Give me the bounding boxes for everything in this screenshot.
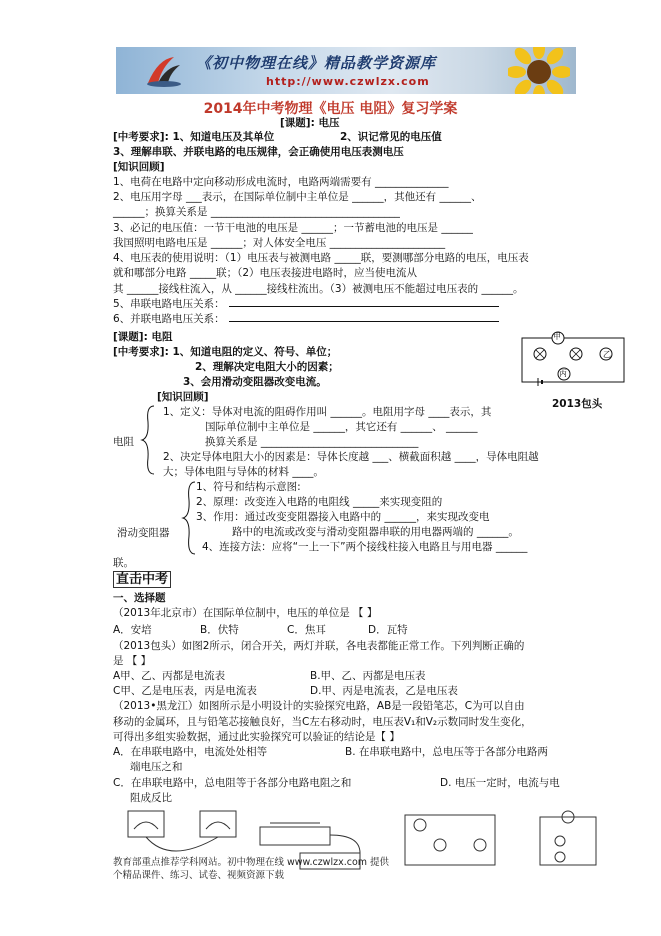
requirement-2a: [中考要求]: 1、知道电阻的定义、符号、单位； bbox=[113, 346, 338, 358]
question-3: 3、必记的电压值：一节干电池的电压是 ______；一节蓄电池的电压是 ______ bbox=[113, 222, 473, 234]
requirement-1b: 2、识记常见的电压值 bbox=[340, 131, 442, 143]
brace-rheostat-icon bbox=[181, 480, 197, 556]
rheostat-label: 滑动变阻器 bbox=[117, 527, 170, 539]
question-5: 5、串联电路电压关系： bbox=[113, 298, 499, 311]
mc2-option-c: C甲、乙是电压表，丙是电流表 bbox=[113, 685, 257, 697]
rheostat-4: 4、连接方法：应将“一上一下”两个接线柱接入电路且与用电器 ______ bbox=[202, 541, 528, 553]
mc3-option-d: D. 电压一定时，电流与电 bbox=[440, 777, 560, 789]
mc3-option-b2: 端电压之和 bbox=[130, 761, 183, 773]
circuit-label-a: 甲 bbox=[553, 332, 561, 341]
choice-heading: 一、选择题 bbox=[113, 592, 166, 604]
knowledge-review-1: [知识回顾] bbox=[113, 161, 165, 173]
banner-title: 《初中物理在线》精品教学资源库 bbox=[196, 54, 437, 72]
topic-resistance: [课题]: 电阻 bbox=[113, 331, 173, 343]
question-6: 6、并联电路电压关系： bbox=[113, 313, 499, 326]
question-2: 2、电压用字母 ___表示，在国际单位制中主单位是 ______，其他还有 ______、 bbox=[113, 191, 482, 203]
requirement-2b: 2、理解决定电阻大小的因素； bbox=[195, 361, 339, 373]
requirement-1c: 3、理解串联、并联电路的电压规律，会正确使用电压表测电压 bbox=[113, 146, 404, 158]
site-logo-icon bbox=[144, 53, 184, 89]
mc1-option-b: B．伏特 bbox=[200, 624, 239, 636]
resistance-1: 1、定义：导体对电流的阻碍作用叫 ______。电阻用字母 ____表示，其 bbox=[163, 406, 492, 418]
mc2-option-a: A甲、乙、丙都是电流表 bbox=[113, 670, 226, 682]
mc2-option-b: B.甲、乙、丙都是电压表 bbox=[310, 670, 426, 682]
mc3-stem: （2013•黑龙江）如图所示是小明设计的实验探究电路，AB是一段铅笔芯，C为可以自由 bbox=[113, 700, 525, 712]
requirement-2c: 3、会用滑动变阻器改变电流。 bbox=[183, 376, 327, 388]
sunflower-icon bbox=[508, 47, 570, 94]
knowledge-review-2: [知识回顾] bbox=[157, 391, 209, 403]
resistance-2: 2、决定导体电阻大小的因素是：导体长度越 ___、横截面积越 ____，导体电阻越 bbox=[163, 451, 539, 463]
brace-resistance-icon bbox=[140, 404, 156, 476]
question-1: 1、电荷在电路中定向移动形成电流时，电路两端需要有 ______________ bbox=[113, 176, 449, 188]
circuit-caption: 2013包头 bbox=[552, 398, 603, 410]
footer-line-2: 个精品课件、练习、试卷、视频资源下载 bbox=[113, 870, 285, 881]
mc2-stem-b: 是 【 】 bbox=[113, 655, 152, 667]
resistance-2b: 大；导体电阻与导体的材料 ____。 bbox=[163, 466, 324, 478]
requirement-1a: [中考要求]: 1、知道电压及其单位 bbox=[113, 131, 275, 143]
circuit-diagram bbox=[518, 330, 628, 390]
resistance-1b: 国际单位制中主单位是 ______，其它还有 ______、 ______ bbox=[205, 421, 478, 433]
rheostat-3b: 路中的电流或改变与滑动变阻器串联的用电器两端的 ______。 bbox=[232, 526, 519, 538]
section-heading: 直击中考 bbox=[113, 572, 171, 588]
circuit-label-b: 乙 bbox=[603, 350, 611, 359]
question-3b: 我国照明电路电压是 ______；对人体安全电压 ______________________ bbox=[113, 237, 446, 249]
mc1-stem: （2013年北京市）在国际单位制中，电压的单位是 【 】 bbox=[113, 607, 378, 619]
banner-url[interactable]: http://www.czwlzx.com bbox=[266, 75, 430, 88]
header-banner bbox=[116, 47, 576, 94]
mc1-option-d: D．瓦特 bbox=[368, 624, 408, 636]
mc2-option-d: D.甲、丙是电流表，乙是电压表 bbox=[310, 685, 458, 697]
question-4c: 其 ______接线柱流入，从 ______接线柱流出。（3）被测电压不能超过电压表的 ______。 bbox=[113, 283, 524, 295]
question-4: 4、电压表的使用说明：（1）电压表与被测电路 _____联，要测哪部分电路的电压，电压表 bbox=[113, 252, 529, 264]
question-2b: ______；换算关系是 ____________________________________ bbox=[113, 206, 400, 218]
question-4b: 就和哪部分电路 _____联；（2）电压表接进电路时，应当使电流从 bbox=[113, 267, 418, 279]
rheostat-1: 1、符号和结构示意图: bbox=[196, 481, 301, 493]
document-title: 2014年中考物理《电压 电阻》复习学案 bbox=[203, 101, 458, 117]
mc3-option-a: A．在串联电路中，电流处处相等 bbox=[113, 746, 268, 758]
footer-line-1: 教育部重点推荐学科网站。初中物理在线 www.czwlzx.com 提供 bbox=[113, 857, 390, 868]
rheostat-4b: 联。 bbox=[113, 557, 134, 569]
mc2-stem: （2013包头）如图2所示，闭合开关，两灯并联，各电表都能正常工作。下列判断正确的 bbox=[113, 640, 525, 652]
mc3-option-b: B. 在串联电路中，总电压等于各部分电路两 bbox=[345, 746, 548, 758]
rheostat-3: 3、作用：通过改变变阻器接入电路中的 ______，来实现改变电 bbox=[196, 511, 490, 523]
mc1-option-a: A．安培 bbox=[113, 624, 152, 636]
circuit-label-c: 丙 bbox=[559, 369, 567, 378]
mc1-option-c: C．焦耳 bbox=[287, 624, 326, 636]
resistance-label: 电阻 bbox=[113, 436, 134, 448]
rheostat-2: 2、原理：改变连入电路的电阻线 _____来实现变阻的 bbox=[196, 496, 443, 508]
mc3-stem-b: 移动的金属环，且与铅笔芯接触良好，当C左右移动时，电压表V₁和V₂示数同时发生变化， bbox=[113, 716, 532, 728]
mc3-stem-c: 可得出多组实验数据，通过此实验探究可以验证的结论是【 】 bbox=[113, 731, 400, 743]
mc3-option-d2: 阻成反比 bbox=[130, 792, 172, 804]
topic-voltage: [课题]: 电压 bbox=[280, 117, 340, 129]
resistance-1c: 换算关系是 ______________________________ bbox=[205, 436, 419, 448]
mc3-option-c: C．在串联电路中，总电阻等于各部分电路电阻之和 bbox=[113, 777, 352, 789]
